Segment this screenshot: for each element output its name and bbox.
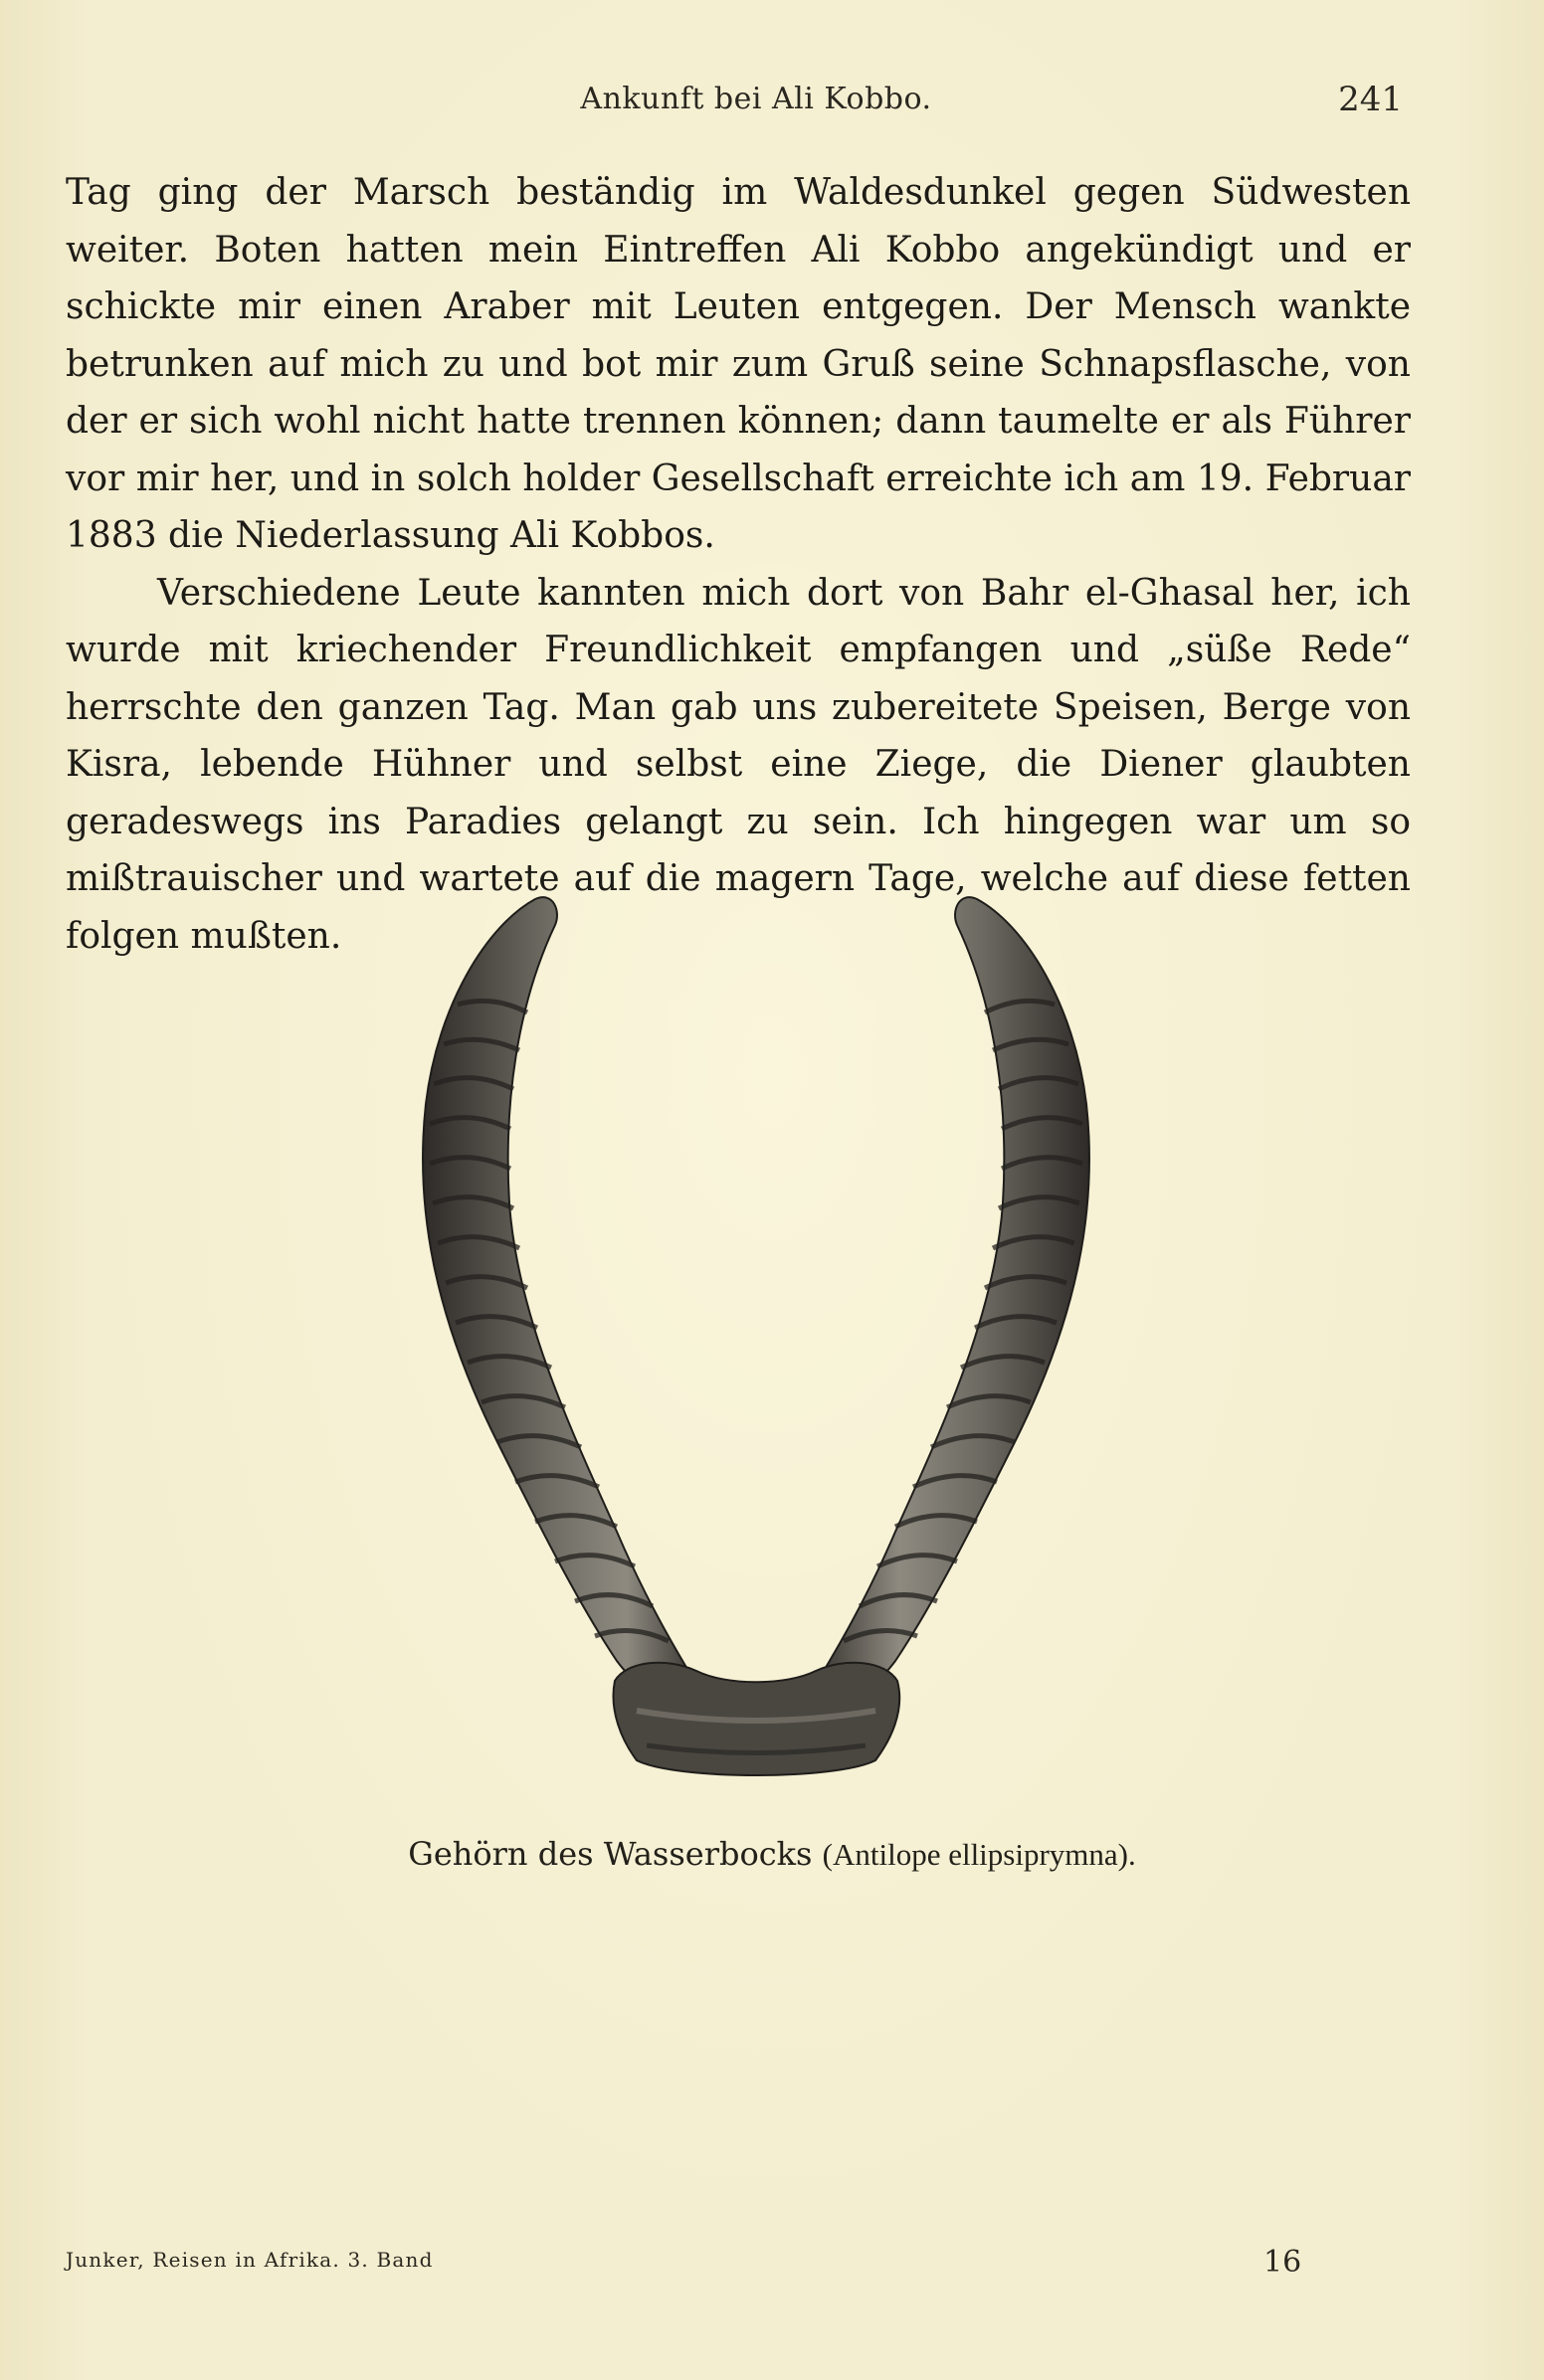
paragraph-2: Verschiedene Leute kannten mich dort von Bahr el-Ghasal her, ich wurde mit kriechender Freundlichkeit empfangen und „süße Rede“ herrschte den ganzen Tag. Man gab uns zubereitete Speisen, Berge von Kisra, lebende Hühner und selbst eine Ziege, die Diener glaubten geradeswegs ins Paradies gelangt zu sein. Ich hingegen war um so mißtrauischer und wartete auf die magern Tage, welche auf diese fetten folgen mußten. — [66, 572, 1411, 957]
body-text — [66, 164, 1411, 965]
signature-line: Junker, Reisen in Afrika. 3. Band — [66, 2248, 434, 2272]
paragraph-1: Tag ging der Marsch beständig im Waldesdunkel gegen Südwesten weiter. Boten hatten mein Eintreffen Ali Kobbo angekündigt und er schickte mir einen Araber mit Leuten entgegen. Der Mensch wankte betrunken auf mich zu und bot mir zum Gruß seine Schnapsflasche, von der er sich wohl nicht hatte trennen können; dann taumelte er als Führer vor mir her, und in solch holder Gesellschaft erreichte ich am 19. Februar 1883 die Niederlassung Ali Kobbos. — [66, 172, 1411, 556]
waterbuck-horns-image — [378, 885, 1134, 1800]
caption-main: Gehörn des Wasserbocks — [408, 1835, 813, 1873]
figure-caption — [298, 1835, 1246, 1873]
running-title: Ankunft bei Ali Kobbo. — [580, 82, 932, 116]
sheet-number: 16 — [1263, 2245, 1302, 2280]
page-number: 241 — [1338, 80, 1403, 119]
right-horn — [818, 897, 1089, 1693]
caption-latin: (Antilope ellipsiprymna). — [822, 1837, 1136, 1872]
horn-illustration — [378, 885, 1134, 1800]
left-horn — [423, 897, 694, 1693]
